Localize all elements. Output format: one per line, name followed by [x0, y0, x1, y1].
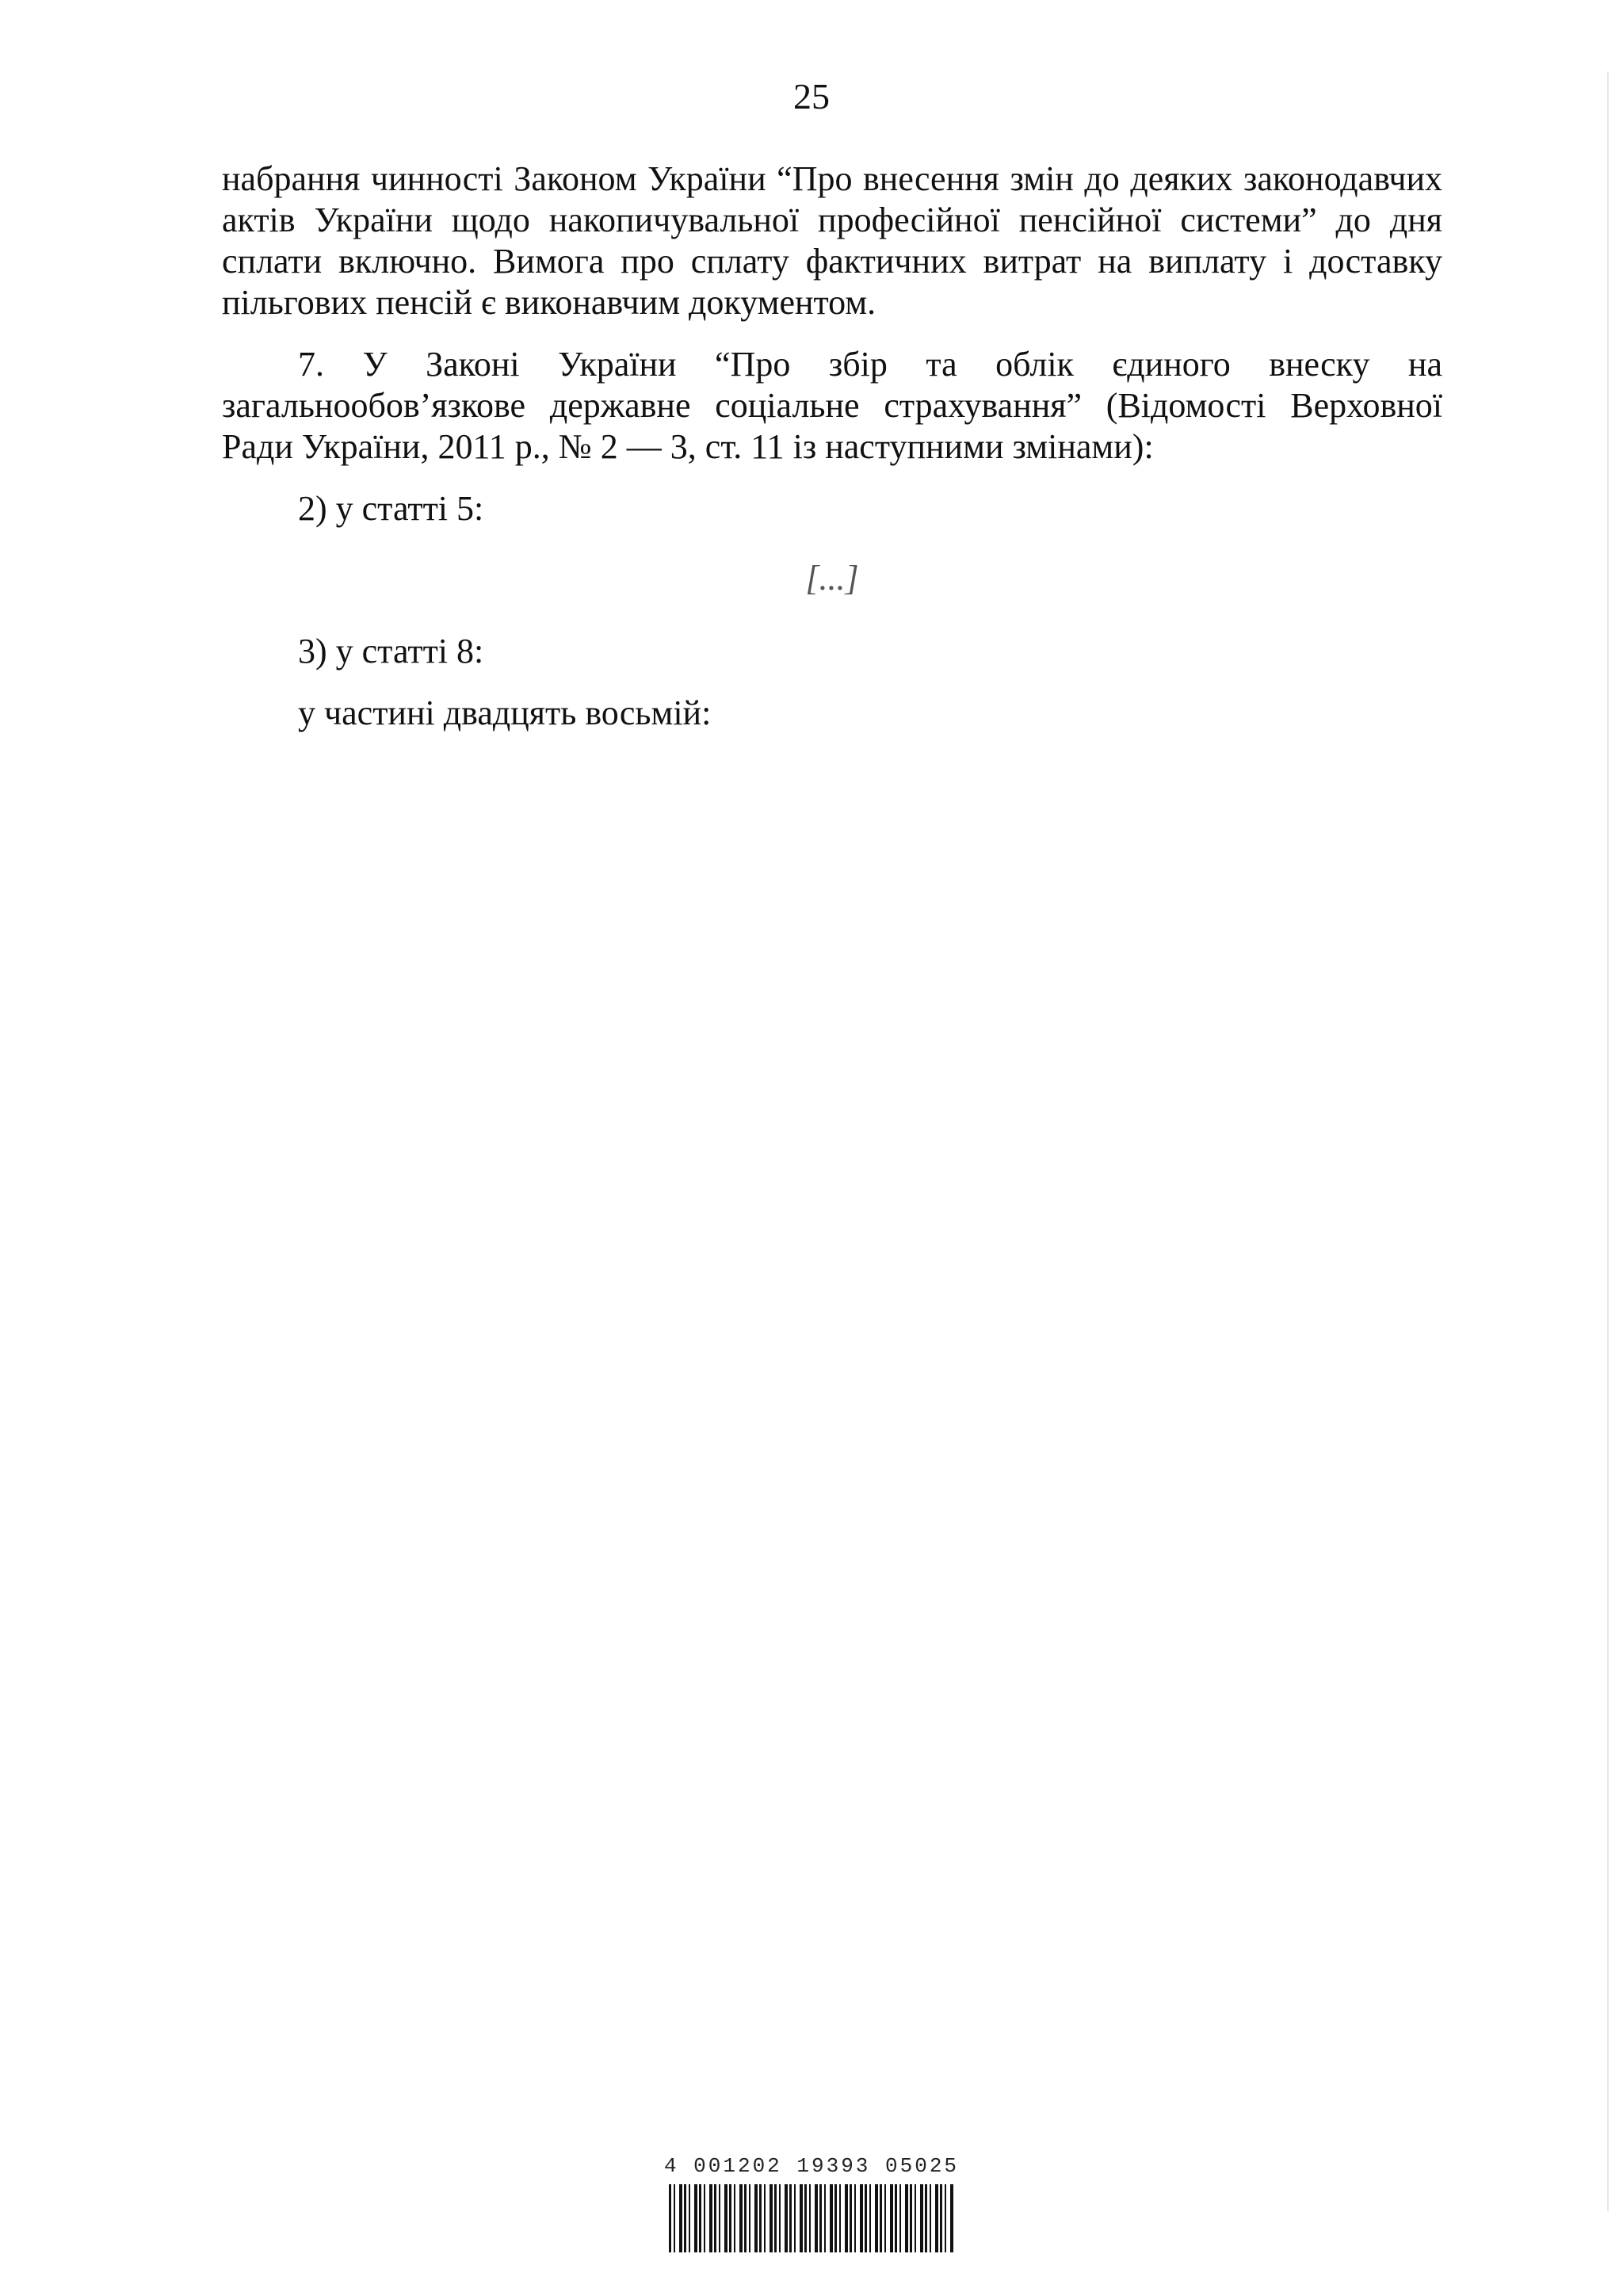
paragraph-article-8: 3) у статті 8:: [298, 632, 484, 670]
document-body: [222, 159, 1442, 755]
omitted-text-marker: [...]: [805, 559, 859, 598]
page-number: 25: [793, 76, 830, 117]
paragraph-item-7: 7. У Законі України “Про збір та облік єдиного внеску на загальнообов’язкове державне соціальне страхування” (Відомості Верховної Ради України, 2011 р., № 2 — 3, ст. 11 із наступними змінами):: [222, 345, 1442, 466]
paragraph-part-28: у частині двадцять восьмій:: [298, 693, 712, 732]
barcode-image: [669, 2184, 954, 2252]
barcode-number: 4 001202 19393 05025: [663, 2154, 960, 2178]
paragraph-article-5: 2) у статті 5:: [298, 489, 484, 528]
paragraph-opening: набрання чинності Законом України “Про внесення змін до деяких законодавчих актів України щодо накопичувальної професійної пенсійної системи” до дня сплати включно. Вимога про сплату фактичних витрат на виплату і доставку пільгових пенсій є виконавчим документом.: [222, 159, 1442, 322]
document-footer: [0, 2154, 1623, 2256]
scan-edge-line: [1607, 71, 1609, 2211]
